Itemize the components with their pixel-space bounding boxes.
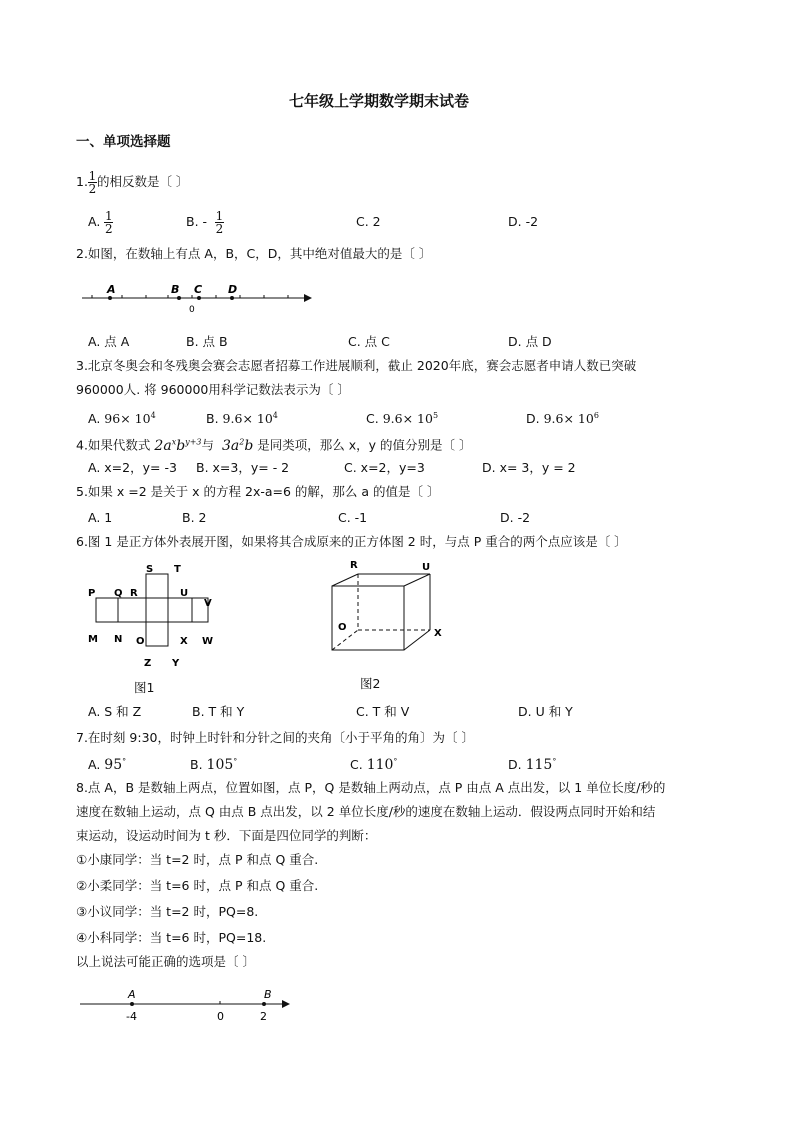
svg-text:P: P bbox=[88, 588, 96, 599]
statement-1: ①小康同学：当 t=2 时，点 P 和点 Q 重合. bbox=[76, 852, 319, 867]
svg-text:U: U bbox=[422, 562, 431, 573]
expression-2: $3a^2b$ bbox=[221, 437, 254, 454]
point-label-d: D bbox=[228, 283, 238, 296]
expression-1: $2a^xb^{y+3}$ bbox=[154, 437, 202, 454]
statement-3: ③小议同学：当 t=2 时，PQ=8. bbox=[76, 904, 259, 919]
number-line-figure-q2 bbox=[76, 280, 316, 316]
fraction-one-half: $\frac{1}{2}$ bbox=[88, 169, 97, 196]
svg-text:U: U bbox=[180, 588, 189, 599]
q5-option-c[interactable]: C. -1 bbox=[338, 510, 368, 525]
cube-net-figure bbox=[80, 560, 230, 672]
q1-option-c[interactable]: C. 2 bbox=[356, 214, 381, 229]
figure-1-caption: 图1 bbox=[134, 680, 155, 695]
section-heading: 一、单项选择题 bbox=[76, 134, 171, 150]
q7-option-a[interactable]: A. 95° bbox=[88, 757, 127, 774]
point-label-b: B bbox=[171, 283, 180, 296]
q2-option-a[interactable]: A. 点 A bbox=[88, 334, 130, 349]
svg-text:R: R bbox=[130, 588, 138, 599]
question-8-stem-line1: 8.点 A，B 是数轴上两点，位置如图，点 P，Q 是数轴上两动点，点 P 由点 A 点出发，以 1 单位长度/秒的 bbox=[76, 780, 666, 795]
page-title: 七年级上学期数学期末试卷 bbox=[289, 92, 470, 110]
svg-text:Q: Q bbox=[114, 588, 123, 599]
q6-option-a[interactable]: A. S 和 Z bbox=[88, 704, 142, 719]
q3-option-a[interactable]: A. $96\times 10^4$ bbox=[88, 411, 156, 427]
q3-option-c[interactable]: C. $9.6\times 10^5$ bbox=[366, 411, 439, 427]
tick-label-2: 2 bbox=[260, 1010, 267, 1023]
q7-option-c[interactable]: C. 110° bbox=[350, 757, 398, 774]
q5-option-b[interactable]: B. 2 bbox=[182, 510, 207, 525]
number-line-figure-q8 bbox=[76, 984, 296, 1024]
q4-option-d[interactable]: D. x= 3，y = 2 bbox=[482, 460, 576, 475]
q7-option-b[interactable]: B. 105° bbox=[190, 757, 238, 774]
tick-label-minus-4: -4 bbox=[126, 1010, 137, 1023]
question-8-stem-line2: 速度在数轴上运动，点 Q 由点 B 点出发，以 2 单位长度/秒的速度在数轴上运动．假设两点同时开始和结 bbox=[76, 804, 656, 819]
svg-text:X: X bbox=[434, 628, 442, 639]
q3-option-d[interactable]: D. $9.6\times 10^6$ bbox=[526, 411, 599, 427]
q2-option-b[interactable]: B. 点 B bbox=[186, 334, 228, 349]
svg-text:T: T bbox=[174, 564, 181, 575]
q6-option-c[interactable]: C. T 和 V bbox=[356, 704, 410, 719]
svg-text:V: V bbox=[204, 598, 212, 609]
svg-text:X: X bbox=[180, 636, 188, 647]
q5-option-a[interactable]: A. 1 bbox=[88, 510, 113, 525]
svg-text:Y: Y bbox=[172, 658, 180, 669]
figure-2-caption: 图2 bbox=[360, 676, 381, 691]
q4-option-c[interactable]: C. x=2，y=3 bbox=[344, 460, 425, 475]
q4-option-a[interactable]: A. x=2，y= -3 bbox=[88, 460, 177, 475]
origin-label: 0 bbox=[189, 305, 195, 315]
q6-option-b[interactable]: B. T 和 Y bbox=[192, 704, 245, 719]
q3-option-b[interactable]: B. $9.6\times 10^4$ bbox=[206, 411, 278, 427]
q7-option-d[interactable]: D. 115° bbox=[508, 757, 557, 774]
q1-option-a[interactable]: A. $\frac{1}{2}$ bbox=[88, 209, 113, 236]
question-3-stem-line1: 3.北京冬奥会和冬残奥会赛会志愿者招募工作进展顺利，截止 2020年底，赛会志愿者申请人数已突破 bbox=[76, 358, 637, 373]
svg-text:M: M bbox=[88, 634, 98, 645]
svg-text:O: O bbox=[136, 636, 145, 647]
q2-option-d[interactable]: D. 点 D bbox=[508, 334, 552, 349]
svg-text:N: N bbox=[114, 634, 123, 645]
statement-4: ④小科同学：当 t=6 时，PQ=18. bbox=[76, 930, 267, 945]
question-7-stem: 7.在时刻 9:30，时钟上时针和分针之间的夹角〔小于平角的角〕为〔 〕 bbox=[76, 730, 474, 745]
q4-option-b[interactable]: B. x=3，y= - 2 bbox=[196, 460, 290, 475]
point-label-a: A bbox=[128, 988, 136, 1001]
q5-option-d[interactable]: D. -2 bbox=[500, 510, 531, 525]
question-3-stem-line2: 960000人. 将 960000用科学记数法表示为〔 〕 bbox=[76, 382, 350, 397]
svg-text:O: O bbox=[338, 622, 347, 633]
point-label-a: A bbox=[107, 283, 116, 296]
question-4-stem: 4.如果代数式 $2a^xb^{y+3}$与 $3a^2b$ 是同类项，那么 x，y 的值分别是〔 〕 bbox=[76, 437, 472, 454]
question-6-stem: 6.图 1 是正方体外表展开图，如果将其合成原来的正方体图 2 时，与点 P 重合的两个点应该是〔 〕 bbox=[76, 534, 627, 549]
question-1-stem: 1. $\frac{1}{2}$ 的相反数是〔 〕 bbox=[76, 169, 189, 196]
q1-option-d[interactable]: D. -2 bbox=[508, 214, 539, 229]
cube-figure bbox=[324, 556, 454, 660]
question-8-ask: 以上说法可能正确的选项是〔 〕 bbox=[76, 954, 255, 969]
question-2-stem: 2.如图，在数轴上有点 A，B，C，D，其中绝对值最大的是〔 〕 bbox=[76, 246, 432, 261]
tick-label-0: 0 bbox=[217, 1010, 224, 1023]
question-5-stem: 5.如果 x =2 是关于 x 的方程 2x-a=6 的解，那么 a 的值是〔 〕 bbox=[76, 484, 440, 499]
svg-text:Z: Z bbox=[144, 658, 152, 669]
svg-text:W: W bbox=[202, 636, 214, 647]
statement-2: ②小柔同学：当 t=6 时，点 P 和点 Q 重合. bbox=[76, 878, 319, 893]
point-label-c: C bbox=[194, 283, 203, 296]
svg-text:R: R bbox=[350, 560, 358, 571]
q1-option-b[interactable]: B. - $\frac{1}{2}$ bbox=[186, 209, 224, 236]
question-8-stem-line3: 束运动，设运动时间为 t 秒．下面是四位同学的判断： bbox=[76, 828, 377, 843]
q6-option-d[interactable]: D. U 和 Y bbox=[518, 704, 573, 719]
q2-option-c[interactable]: C. 点 C bbox=[348, 334, 390, 349]
svg-text:S: S bbox=[146, 564, 154, 575]
point-label-b: B bbox=[264, 988, 272, 1001]
